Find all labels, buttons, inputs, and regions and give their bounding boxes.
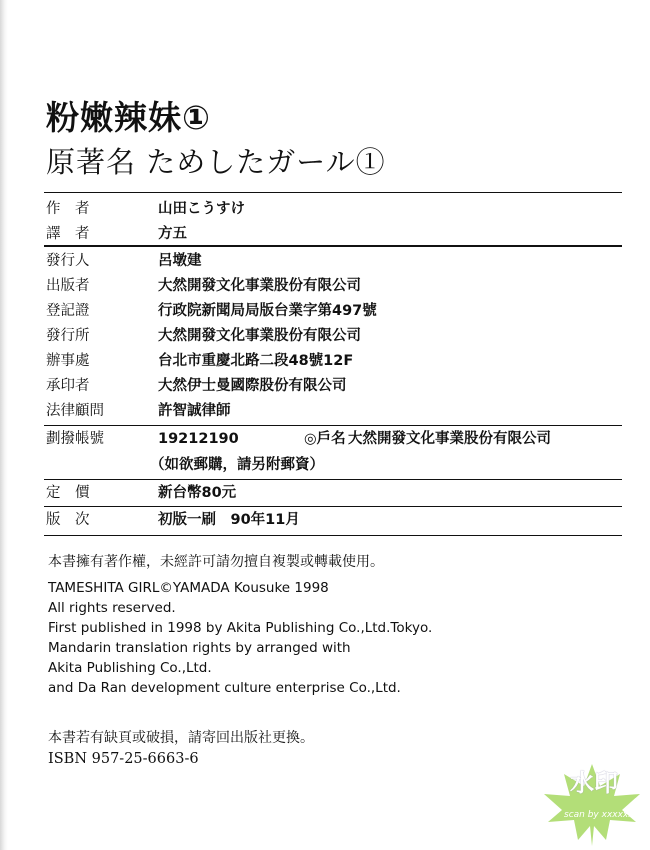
original-title: 原著名 ためしたガール①	[46, 145, 386, 179]
rule-top	[44, 192, 622, 193]
credit-value: 山田こうすけ	[158, 201, 245, 217]
pub-label: 發行所	[46, 328, 90, 344]
pub-row-publisher-person	[46, 250, 626, 272]
rule-price-top	[44, 479, 622, 480]
transfer-label: 劃撥帳號	[46, 431, 104, 447]
pub-row-distributor	[46, 325, 626, 347]
rule-bottom	[44, 535, 622, 536]
pub-label: 發行人	[46, 253, 90, 269]
pub-value: 行政院新聞局局版台業字第497號	[158, 303, 377, 319]
pub-label: 登記證	[46, 303, 90, 319]
pub-label: 承印者	[46, 378, 90, 394]
pub-value: 大然伊士曼國際股份有限公司	[158, 378, 347, 394]
pub-label: 辦事處	[46, 353, 90, 369]
pub-row-publisher	[46, 275, 626, 297]
pub-value: 大然開發文化事業股份有限公司	[158, 328, 361, 344]
pub-row-printer	[46, 375, 626, 397]
book-title: 粉嫩辣妹①	[46, 98, 211, 137]
credit-value: 方五	[158, 226, 187, 242]
watermark-text: 水印	[570, 769, 618, 797]
edition-value: 初版一刷 90年11月	[158, 512, 300, 528]
credit-row-translator	[46, 223, 626, 245]
pub-value: 大然開發文化事業股份有限公司	[158, 278, 361, 294]
price-label: 定 價	[46, 485, 90, 501]
rule-edition-top	[44, 506, 622, 507]
price-value: 新台幣80元	[158, 485, 237, 501]
copyright-notice: 本書擁有著作權，未經許可請勿擅自複製或轉載使用。	[48, 554, 384, 570]
pub-value: 呂墩建	[158, 253, 202, 269]
pub-label: 出版者	[46, 278, 90, 294]
pub-label: 法律顧問	[46, 403, 104, 419]
edition-label: 版 次	[46, 512, 90, 528]
pub-row-registration	[46, 300, 626, 322]
pub-value: 許智誠律師	[158, 403, 231, 419]
rule-transfer-top	[44, 425, 622, 426]
credit-label: 作 者	[46, 201, 90, 217]
pub-value: 台北市重慶北路二段48號12F	[158, 353, 354, 369]
rule-credits-bottom	[44, 245, 622, 247]
defect-notice: 本書若有缺頁或破損，請寄回出版社更換。	[48, 730, 314, 746]
transfer-note-row	[46, 454, 626, 476]
price-row	[46, 482, 626, 504]
isbn: ISBN 957-25-6663-6	[48, 751, 199, 767]
transfer-account: 19212190	[158, 431, 239, 447]
english-line: Mandarin translation rights by arranged with	[48, 640, 351, 656]
credit-row-author	[46, 198, 626, 220]
english-line: First published in 1998 by Akita Publishing Co.,Ltd.Tokyo.	[48, 620, 433, 636]
transfer-row	[46, 428, 626, 450]
pub-row-office	[46, 350, 626, 372]
watermark-subtext: scan by xxxxxx	[564, 810, 634, 820]
credit-label: 譯 者	[46, 226, 90, 242]
page-edge-shadow	[0, 0, 8, 850]
english-line: TAMESHITA GIRL©YAMADA Kousuke 1998	[48, 580, 329, 596]
transfer-note: （如欲郵購，請另附郵資）	[150, 457, 324, 473]
edition-row	[46, 509, 626, 531]
english-line: and Da Ran development culture enterprise Co.,Ltd.	[48, 680, 401, 696]
transfer-name-label: ◎戶名	[304, 431, 346, 447]
pub-row-legal	[46, 400, 626, 422]
english-line: Akita Publishing Co.,Ltd.	[48, 660, 212, 676]
english-line: All rights reserved.	[48, 600, 176, 616]
transfer-account-name: 大然開發文化事業股份有限公司	[348, 431, 551, 447]
